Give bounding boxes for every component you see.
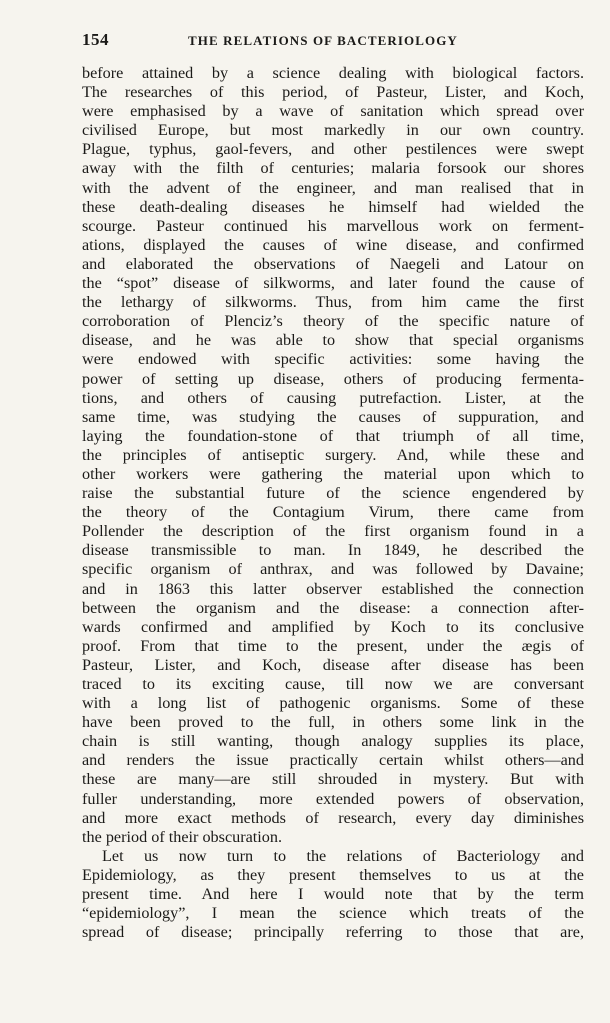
text-line: Let us now turn to the relations of Bacteriology and bbox=[102, 846, 584, 865]
text-line: disease transmissible to man. In 1849, he described the bbox=[82, 541, 584, 560]
text-line: civilised Europe, but most markedly in our own country. bbox=[82, 121, 584, 140]
text-line: power of setting up disease, others of producing fermenta- bbox=[82, 369, 584, 388]
text-line: have been proved to the full, in others some link in the bbox=[82, 713, 584, 732]
text-line: Epidemiology, as they present themselves to us at the bbox=[82, 865, 584, 884]
text-line: these death-dealing diseases he himself had wielded the bbox=[82, 197, 584, 216]
text-line: corroboration of Plenciz’s theory of the specific nature of bbox=[82, 312, 584, 331]
text-line: scourge. Pasteur continued his marvellous work on ferment- bbox=[82, 216, 584, 235]
text-line: spread of disease; principally referring to those that are, bbox=[82, 923, 584, 942]
text-line: proof. From that time to the present, under the ægis of bbox=[82, 636, 584, 655]
text-line: and renders the issue practically certain whilst others—and bbox=[82, 751, 584, 770]
text-line: disease, and he was able to show that special organisms bbox=[82, 331, 584, 350]
text-line: were emphasised by a wave of sanitation which spread over bbox=[82, 102, 584, 121]
text-line: tions, and others of causing putrefaction. Lister, at the bbox=[82, 388, 584, 407]
text-line: fuller understanding, more extended powers of observation, bbox=[82, 789, 584, 808]
text-line: present time. And here I would note that by the term bbox=[82, 885, 584, 904]
text-line: before attained by a science dealing with biological factors. bbox=[82, 64, 584, 82]
text-line: were endowed with specific activities: some having the bbox=[82, 350, 584, 369]
text-line: the principles of antiseptic surgery. And, while these and bbox=[82, 445, 584, 464]
text-line: raise the substantial future of the science engendered by bbox=[82, 484, 584, 503]
text-line: the “spot” disease of silkworms, and later found the cause of bbox=[82, 274, 584, 293]
text-line: and in 1863 this latter observer established the connection bbox=[82, 579, 584, 598]
text-line: with the advent of the engineer, and man realised that in bbox=[82, 178, 584, 197]
text-line: away with the filth of centuries; malaria forsook our shores bbox=[82, 159, 584, 178]
text-line: and more exact methods of research, every day diminishes bbox=[82, 808, 584, 827]
text-line: The researches of this period, of Pasteur, Lister, and Koch, bbox=[82, 83, 584, 102]
paragraph bbox=[82, 64, 584, 847]
text-line: ations, displayed the causes of wine disease, and confirmed bbox=[82, 235, 584, 254]
text-line: “epidemiology”, I mean the science which treats of the bbox=[82, 904, 584, 923]
running-title: THE RELATIONS OF BACTERIOLOGY bbox=[188, 33, 458, 48]
text-line: other workers were gathering the material upon which to bbox=[82, 464, 584, 483]
text-line: the theory of the Contagium Virum, there came from bbox=[82, 503, 584, 522]
text-line: same time, was studying the causes of suppuration, and bbox=[82, 407, 584, 426]
text-line: Pollender the description of the first organism found in a bbox=[82, 522, 584, 541]
body-text bbox=[82, 64, 584, 942]
text-line: chain is still wanting, though analogy supplies its place, bbox=[82, 732, 584, 751]
text-line: and elaborated the observations of Naegeli and Latour on bbox=[82, 254, 584, 273]
text-line: laying the foundation-stone of that triumph of all time, bbox=[82, 426, 584, 445]
text-line: between the organism and the disease: a connection after- bbox=[82, 598, 584, 617]
running-head bbox=[82, 30, 584, 52]
text-line: wards confirmed and amplified by Koch to its conclusive bbox=[82, 617, 584, 636]
text-line: Pasteur, Lister, and Koch, disease after disease has been bbox=[82, 655, 584, 674]
text-line: traced to its exciting cause, till now we are conversant bbox=[82, 675, 584, 693]
text-line: these are many—are still shrouded in mystery. But with bbox=[82, 770, 584, 789]
text-line: Plague, typhus, gaol-fevers, and other pestilences were swept bbox=[82, 140, 584, 159]
page-number: 154 bbox=[82, 30, 109, 49]
text-line: the period of their obscuration. bbox=[82, 827, 283, 846]
paragraph bbox=[82, 847, 584, 942]
text-line: with a long list of pathogenic organisms. Some of these bbox=[82, 694, 584, 713]
text-line: specific organism of anthrax, and was followed by Davaine; bbox=[82, 560, 584, 579]
text-line: the lethargy of silkworms. Thus, from him came the first bbox=[82, 293, 584, 312]
